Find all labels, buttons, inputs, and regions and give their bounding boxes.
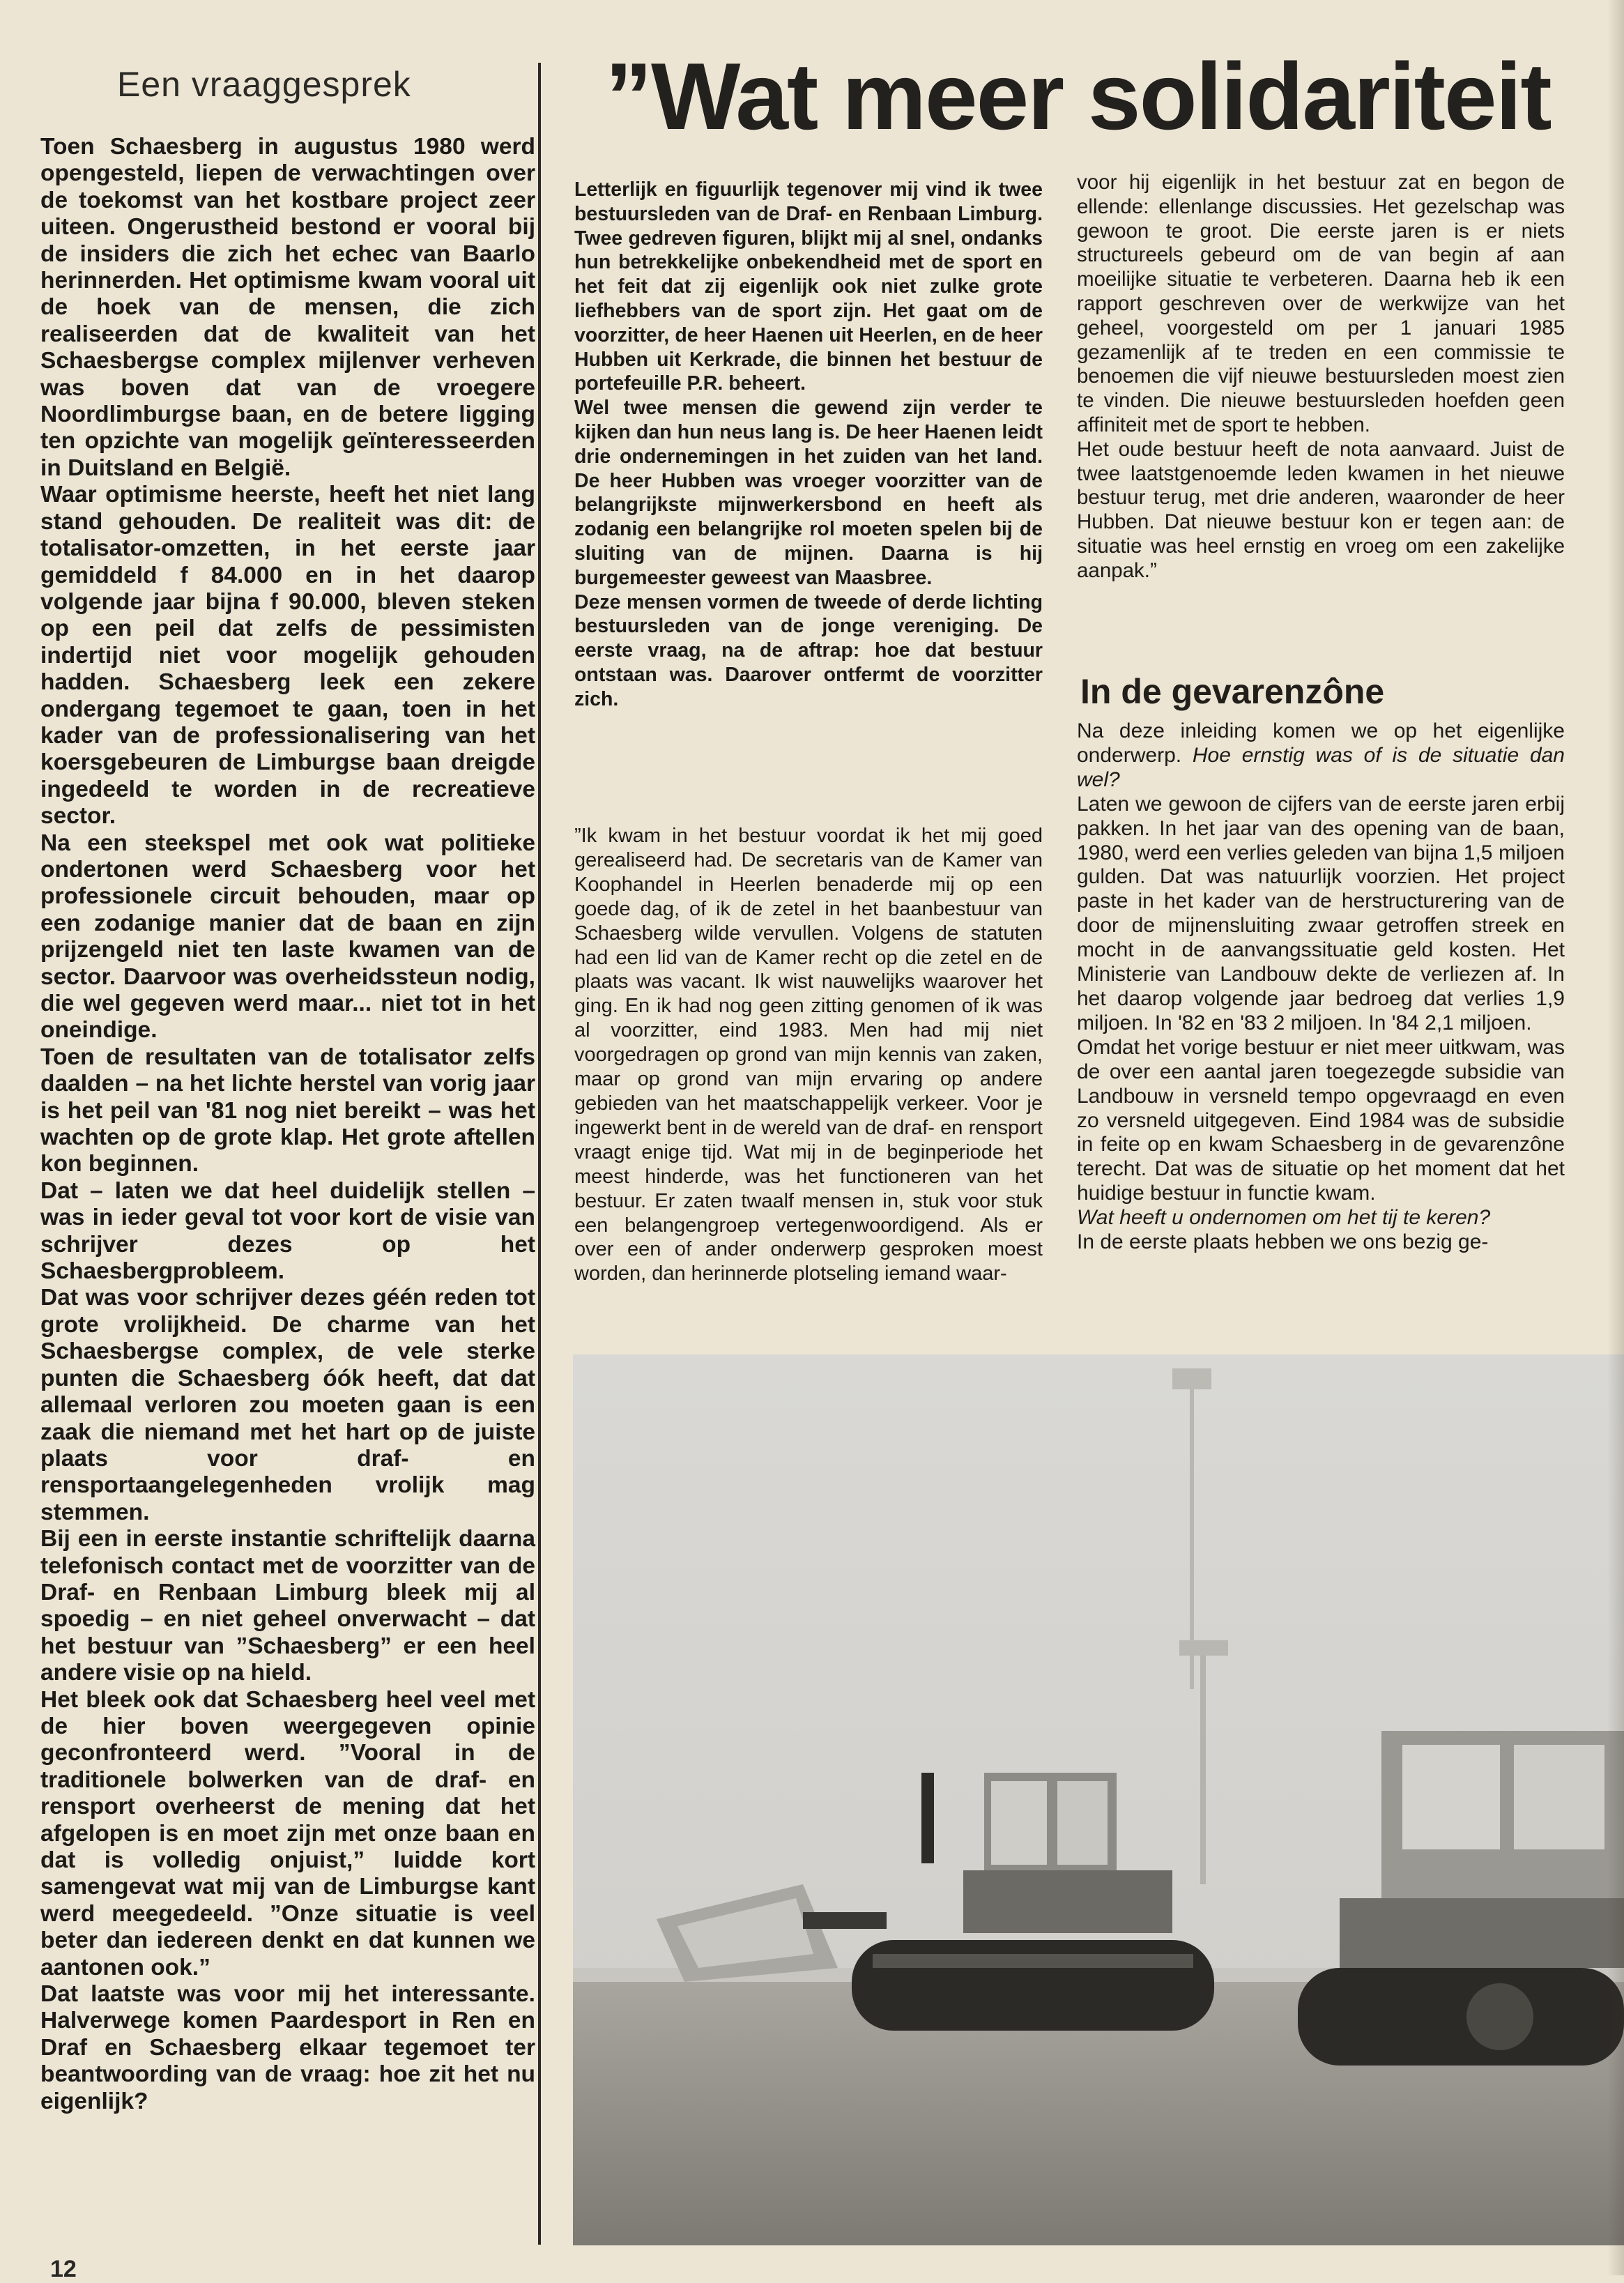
paragraph: Letterlijk en figuurlijk tegenover mij vind ik twee bestuursleden van de Draf- en Renbaan Limburg. Twee gedreven figuren, blijkt mij al snel, ondanks hun betrekkelijke onbekendheid met de sport en het feit dat zij eigenlijk ook niet zulke grote liefhebbers van de sport zijn. Het gaat om de voorzitter, de heer Haenen uit Heerlen, en de heer Hubben uit Kerkrade, die binnen het bestuur de portefeuille P.R. beheert.: [574, 178, 1043, 395]
interview-question: Wat heeft u ondernomen om het tij te keren?: [1077, 1206, 1491, 1230]
paragraph: Dat – laten we dat heel duidelijk stellen – was in ieder geval tot voor kort de visie van schrijver dezes op het Schaesbergprobleem.: [40, 1177, 535, 1285]
quote-column: [574, 824, 1043, 1286]
paragraph: Het oude bestuur heeft de nota aanvaard. Juist de twee laatstgenoemde leden kwamen in het nieuwe bestuur terug, met drie anderen, waaronder de heer Hubben. Dat nieuwe bestuur kon er tegen aan: de situatie was heel ernstig en vroeg om een zakelijke aanpak.”: [1077, 437, 1565, 582]
page-number: 12: [50, 2256, 77, 2282]
paragraph: voor hij eigenlijk in het bestuur zat en begon de ellende: ellenlange discussies. Het gezelschap was gewoon te groot. Die eerste jaren is er niets structureels gebeurd om de van begin af aan moeilijke situatie te verbeteren. Daarna heb ik een rapport geschreven over de werkwijze van het geheel, voorgesteld om per 1 januari 1985 gezamenlijk af te treden en een commissie te benoemen die vijf nieuwe bestuursleden moest zien te vinden. Die nieuwe bestuursleden hoefden geen affiniteit met de sport te hebben.: [1077, 171, 1565, 436]
right-column-top: [1077, 171, 1565, 583]
paragraph: Omdat het vorige bestuur er niet meer uitkwam, was de over een aantal jaren toegezegde subsidie van Landbouw in versneld tempo opgevraagd en even zo versneld uitgegeven. Eind 1984 was de subsidie in feite op en kwam Schaesberg in de gevarenzône terecht. Dat was de situatie op het moment dat het huidige bestuur in functie kwam.: [1077, 1035, 1565, 1205]
paragraph-text: Na deze inleiding komen we op het eigenlijke onderwerp.: [1077, 719, 1565, 767]
paragraph: Bij een in eerste instantie schriftelijk daarna telefonisch contact met de voorzitter van de Draf- en Renbaan Limburg bleek mij al spoedig – en niet geheel onverwacht – dat het bestuur van ”Schaesberg” er een heel andere visie op na hield.: [40, 1526, 535, 1686]
paragraph: [1077, 719, 1565, 793]
bulldozer-illustration: [573, 1354, 1624, 2245]
paragraph: Deze mensen vormen de tweede of derde lichting bestuursleden van de jonge vereniging. De eerste vraag, na de aftrap: hoe dat bestuur ontstaan was. Daarover ontfermt de voorzitter zich.: [574, 590, 1043, 710]
paragraph: Na een steekspel met ook wat politieke ondertonen werd Schaesberg voor het professionele circuit behouden, maar op een zodanige manier dat de baan en zijn prijzengeld niet ten laste kwamen van de sector. Daarvoor was overheidssteun nodig, die wel gegeven werd maar... niet tot in het oneindige.: [40, 830, 535, 1044]
paragraph: ”Ik kwam in het bestuur voordat ik het mij goed gerealiseerd had. De secretaris van de Kamer van Koophandel in Heerlen benaderde mij op een goede dag, of ik de zetel in het baanbestuur van Schaesberg wilde vervullen. Volgens de statuten had een lid van de Kamer recht op die zetel en de plaats was vacant. Ik wist nauwelijks waarover het ging. En ik had nog geen zitting genomen of ik was al voorzitter, eind 1983. Men had mij niet voorgedragen op grond van mijn kennis van zaken, maar op grond van mijn ervaring op andere gebieden van het maatschappelijk verkeer. Voor je ingewerkt bent in de wereld van de draf- en rensport vraagt enige tijd. Wat mij in de beginperiode het meest hinderde, was het functioneren van het bestuur. Er zaten twaalf mensen in, stuk voor stuk een belangengroep vertegenwoordigend. Als er over een of ander onderwerp gesproken moest worden, dan herinnerde plotseling iemand waar-: [574, 825, 1043, 1285]
intro-column: [574, 178, 1043, 712]
paragraph: Dat laatste was voor mij het interessante. Halverwege komen Paardesport in Ren en Draf en Schaesberg elkaar tegemoet ter beantwoording van de vraag: hoe zit het nu eigenlijk?: [40, 1981, 535, 2114]
paragraph: In de eerste plaats hebben we ons bezig ge-: [1077, 1230, 1489, 1254]
bulldozer-photo: [573, 1354, 1624, 2245]
interview-question: Hoe ernstig was of is de situatie dan wel?: [1077, 743, 1565, 791]
article-headline: ”Wat meer solidariteit: [605, 49, 1551, 144]
paragraph: Dat was voor schrijver dezes géén reden tot grote vrolijkheid. De charme van het Schaesbergse complex, de vele sterke punten die Schaesberg óók heeft, dat dat allemaal verloren zou moeten gaan is een zaak die niemand met het hart op de juiste plaats voor draf- en rensportaangelegenheden vrolijk mag stemmen.: [40, 1285, 535, 1525]
paragraph: Het bleek ook dat Schaesberg heel veel met de hier boven weergegeven opinie geconfronteerd werd. ”Vooral in de traditionele bolwerken van de draf- en rensport overheerst de mening dat het afgelopen is en moet zijn met onze baan en dat is volledig onjuist,” luidde kort samengevat wat mij van de Limburgse kant werd meegedeeld. ”Onze situatie is veel beter dan iedereen denkt en dat kunnen we aantonen ook.”: [40, 1686, 535, 1980]
paragraph: Toen Schaesberg in augustus 1980 werd opengesteld, liepen de verwachtingen over de toekomst van het kostbare project zeer uiteen. Ongerustheid bestond er vooral bij de insiders die zich het echec van Baarlo herinnerden. Het optimisme kwam vooral uit de hoek van de mensen, die zich realiseerden dat de kwaliteit van het Schaesbergse complex mijlenver verheven was boven dat van de vroegere Noordlimburgse baan, en de betere ligging ten opzichte van mogelijk geïnteresseerden in Duitsland en België.: [40, 134, 535, 481]
section-subheading: In de gevarenzône: [1080, 672, 1385, 711]
column-divider: [538, 63, 541, 2245]
paragraph: Wel twee mensen die gewend zijn verder te kijken dan hun neus lang is. De heer Haenen leidt drie ondernemingen in het zuiden van het land. De heer Hubben was vroeger voorzitter van de belangrijkste mijnwerkersbond en heeft als zodanig een belangrijke rol moeten spelen bij de sluiting van de mijnen. Daarna is hij burgemeester geweest van Maasbree.: [574, 397, 1043, 589]
paragraph: Toen de resultaten van de totalisator zelfs daalden – na het lichte herstel van vorig jaar is het peil van '81 nog niet bereikt – was het wachten op de grote klap. Het grote aftellen kon beginnen.: [40, 1044, 535, 1177]
paragraph: Laten we gewoon de cijfers van de eerste jaren erbij pakken. In het jaar van des opening van de baan, 1980, werd een verlies geleden van bijna 1,5 miljoen gulden. Dat was natuurlijk voorzien. Het project paste in het kader van de herstructurering van de door de mijnensluiting zwaar getroffen streek en mocht in de aanvangssituatie geld kosten. Het Ministerie van Landbouw dekte de verliezen af. In het daarop volgende jaar bedroeg dat verlies 1,9 miljoen. In '82 en '83 2 miljoen. In '84 2,1 miljoen.: [1077, 792, 1565, 1034]
page-gutter-shadow: [1607, 0, 1624, 2275]
right-column-bottom: [1077, 719, 1565, 1255]
paragraph: Waar optimisme heerste, heeft het niet lang stand gehouden. De realiteit was dit: de totalisator-omzetten, in het eerste jaar gemiddeld f 84.000 en in het daarop volgende jaar bijna f 90.000, bleven steken op een peil dat zelfs de pessimisten indertijd niet voor mogelijk gehouden hadden. Schaesberg leek een zekere ondergang tegemoet te gaan, toen in het kader van de professionalisering van het koersgebeuren de Limburgse baan dreigde ingedeeld te worden in de recreatieve sector.: [40, 482, 535, 830]
article-kicker: Een vraaggesprek: [117, 65, 411, 104]
left-column: [40, 134, 535, 2115]
